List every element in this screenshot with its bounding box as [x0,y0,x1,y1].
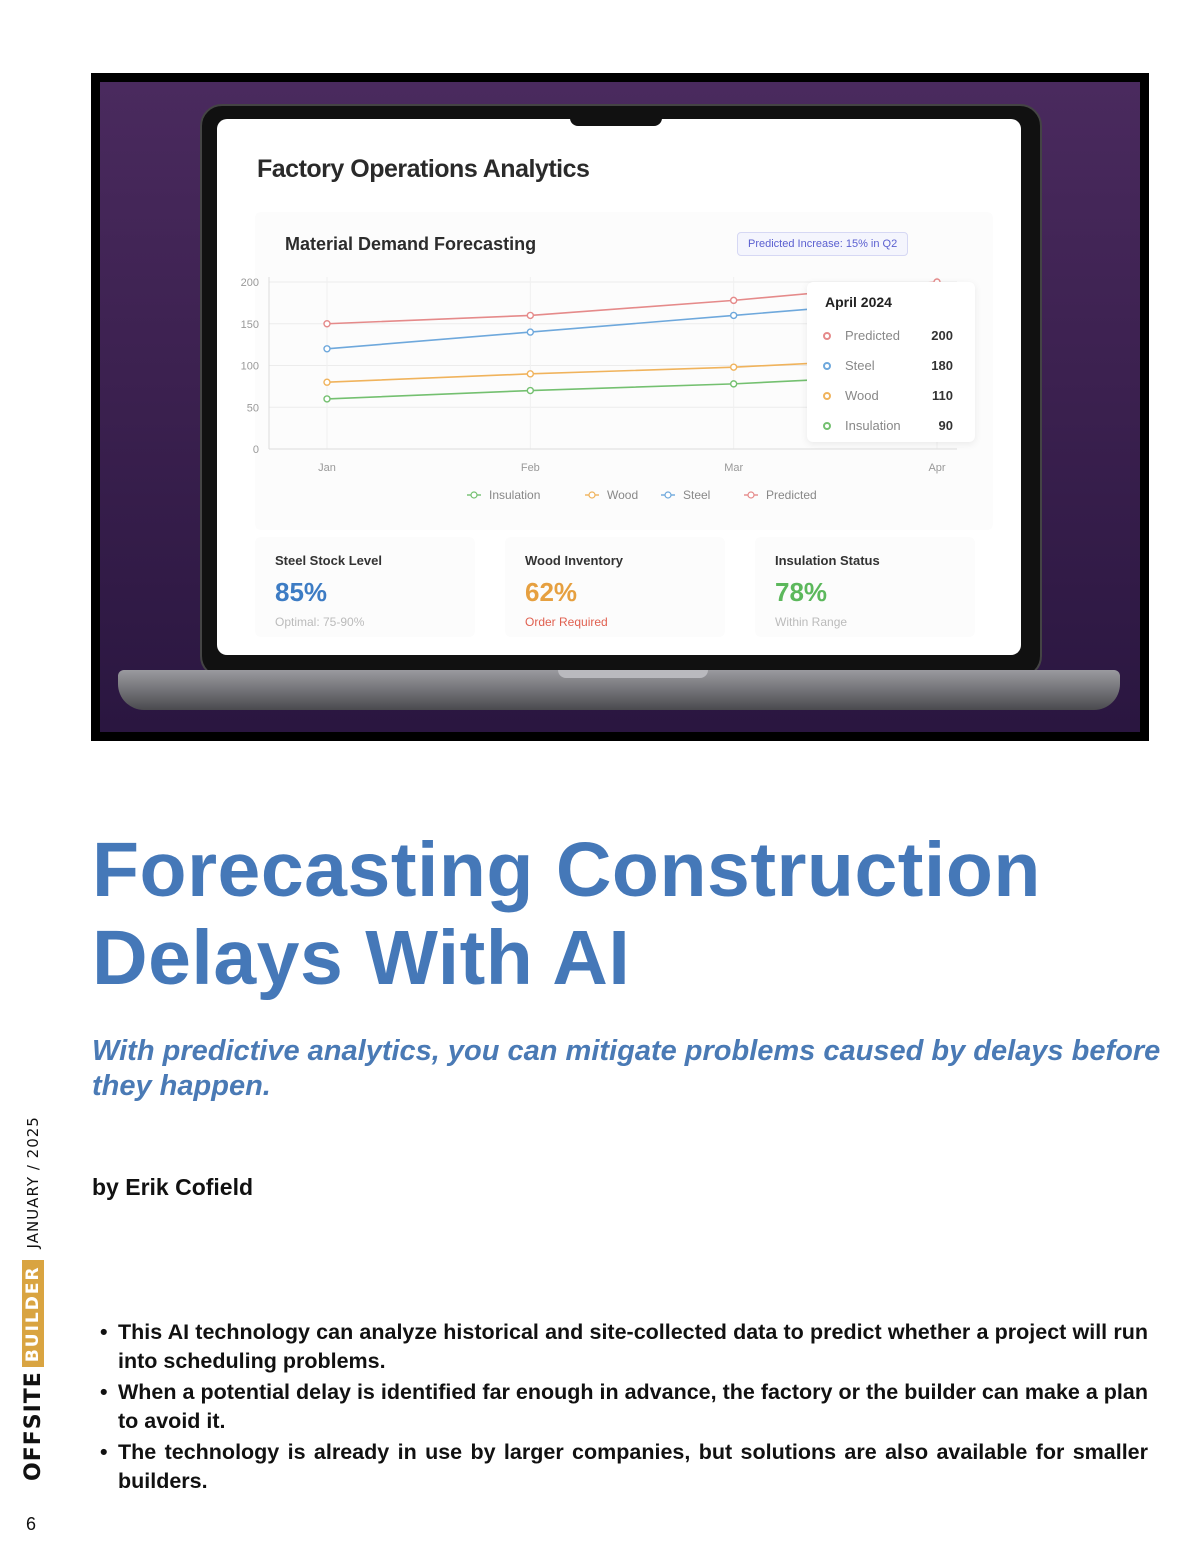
stat-card-wood [505,537,725,637]
stat-label: Wood Inventory [525,553,623,568]
data-point-predicted [324,321,330,327]
y-tick-label: 200 [240,277,259,289]
key-points-list [100,1318,1148,1498]
brand-builder: BUILDER [22,1260,44,1367]
tooltip-series-value: 200 [931,328,953,343]
tooltip-series-name: Predicted [845,328,900,343]
stat-value: 85% [275,577,328,607]
tooltip-dot-icon [823,422,831,430]
laptop-screen [217,119,1021,655]
tooltip-row [823,388,963,406]
tooltip-dot-icon [823,392,831,400]
dashboard-title: Factory Operations Analytics [257,155,590,183]
x-tick-label: Apr [928,462,946,474]
data-point-wood [731,364,737,370]
legend-label: Predicted [766,488,817,502]
bullet-icon: • [100,1440,108,1464]
issue-date: JANUARY / 2025 [24,1116,42,1249]
stat-note: Optimal: 75-90% [275,615,365,629]
stat-value: 78% [775,577,828,607]
stat-label: Insulation Status [775,553,880,568]
headline-line-2: Delays With AI [92,915,631,1001]
tooltip-series-value: 110 [932,388,953,403]
headline [92,826,1162,1002]
stat-card-insulation [755,537,975,637]
x-tick-label: Mar [724,462,744,474]
list-item [100,1438,1148,1496]
x-tick-label: Feb [520,462,540,474]
y-tick-label: 0 [252,444,259,456]
chart-tooltip [807,282,975,442]
tooltip-row [823,358,963,376]
stat-note: Order Required [525,615,608,629]
headline-line-1: Forecasting Construction [92,827,1041,913]
hero-image [91,73,1149,741]
tooltip-series-name: Wood [845,388,879,403]
stat-card-steel [255,537,475,637]
data-point-steel [731,312,737,318]
tooltip-series-value: 90 [938,418,953,433]
bullet-icon: • [100,1380,108,1404]
brand-offsite: OFFSITE [20,1371,46,1481]
prediction-badge: Predicted Increase: 15% in Q2 [737,232,908,256]
data-point-steel [324,346,330,352]
tooltip-series-name: Insulation [845,418,901,433]
list-item [100,1378,1148,1436]
tooltip-series-name: Steel [845,358,875,373]
page-number: 6 [26,1514,37,1534]
tooltip-dot-icon [823,332,831,340]
data-point-predicted [731,297,737,303]
laptop-notch [570,106,662,126]
data-point-steel [527,329,533,335]
legend-marker [665,492,671,498]
magazine-sidebar [18,1116,48,1489]
tooltip-row [823,418,963,436]
legend-marker [748,492,754,498]
tooltip-dot-icon [823,362,831,370]
y-tick-label: 50 [246,402,259,415]
tooltip-title: April 2024 [825,294,892,310]
legend-marker [589,492,595,498]
bullet-icon: • [100,1320,108,1344]
tooltip-row [823,328,963,346]
y-tick-label: 100 [240,360,259,373]
list-item [100,1318,1148,1376]
bullet-text: The technology is already in use by larger companies, but solutions are also available for smaller builders. [118,1440,1148,1493]
data-point-wood [527,371,533,377]
data-point-predicted [527,312,533,318]
dek-subtitle: With predictive analytics, you can mitigate problems caused by delays before they happen. [92,1035,1161,1102]
panel-title: Material Demand Forecasting [285,234,537,254]
laptop-photo [100,82,1140,732]
legend-label: Wood [607,488,639,502]
legend-marker [471,492,477,498]
laptop-trackpad-lip [558,670,708,678]
bullet-text: When a potential delay is identified far enough in advance, the factory or the builder can make a plan to avoid it. [118,1380,1148,1433]
data-point-insulation [324,396,330,402]
stat-label: Steel Stock Level [275,553,382,568]
bullet-text: This AI technology can analyze historical and site-collected data to predict whether a project will run into scheduling problems. [118,1320,1148,1373]
data-point-insulation [527,388,533,394]
byline: by Erik Cofield [92,1174,254,1200]
data-point-wood [324,379,330,385]
legend-label: Insulation [489,488,541,502]
stat-note: Within Range [775,615,848,629]
stat-value: 62% [525,577,578,607]
legend-label: Steel [683,488,711,502]
tooltip-series-value: 180 [931,358,953,373]
laptop-base [118,670,1120,710]
data-point-insulation [731,381,737,387]
x-tick-label: Jan [318,462,336,474]
y-tick-label: 150 [240,318,259,331]
